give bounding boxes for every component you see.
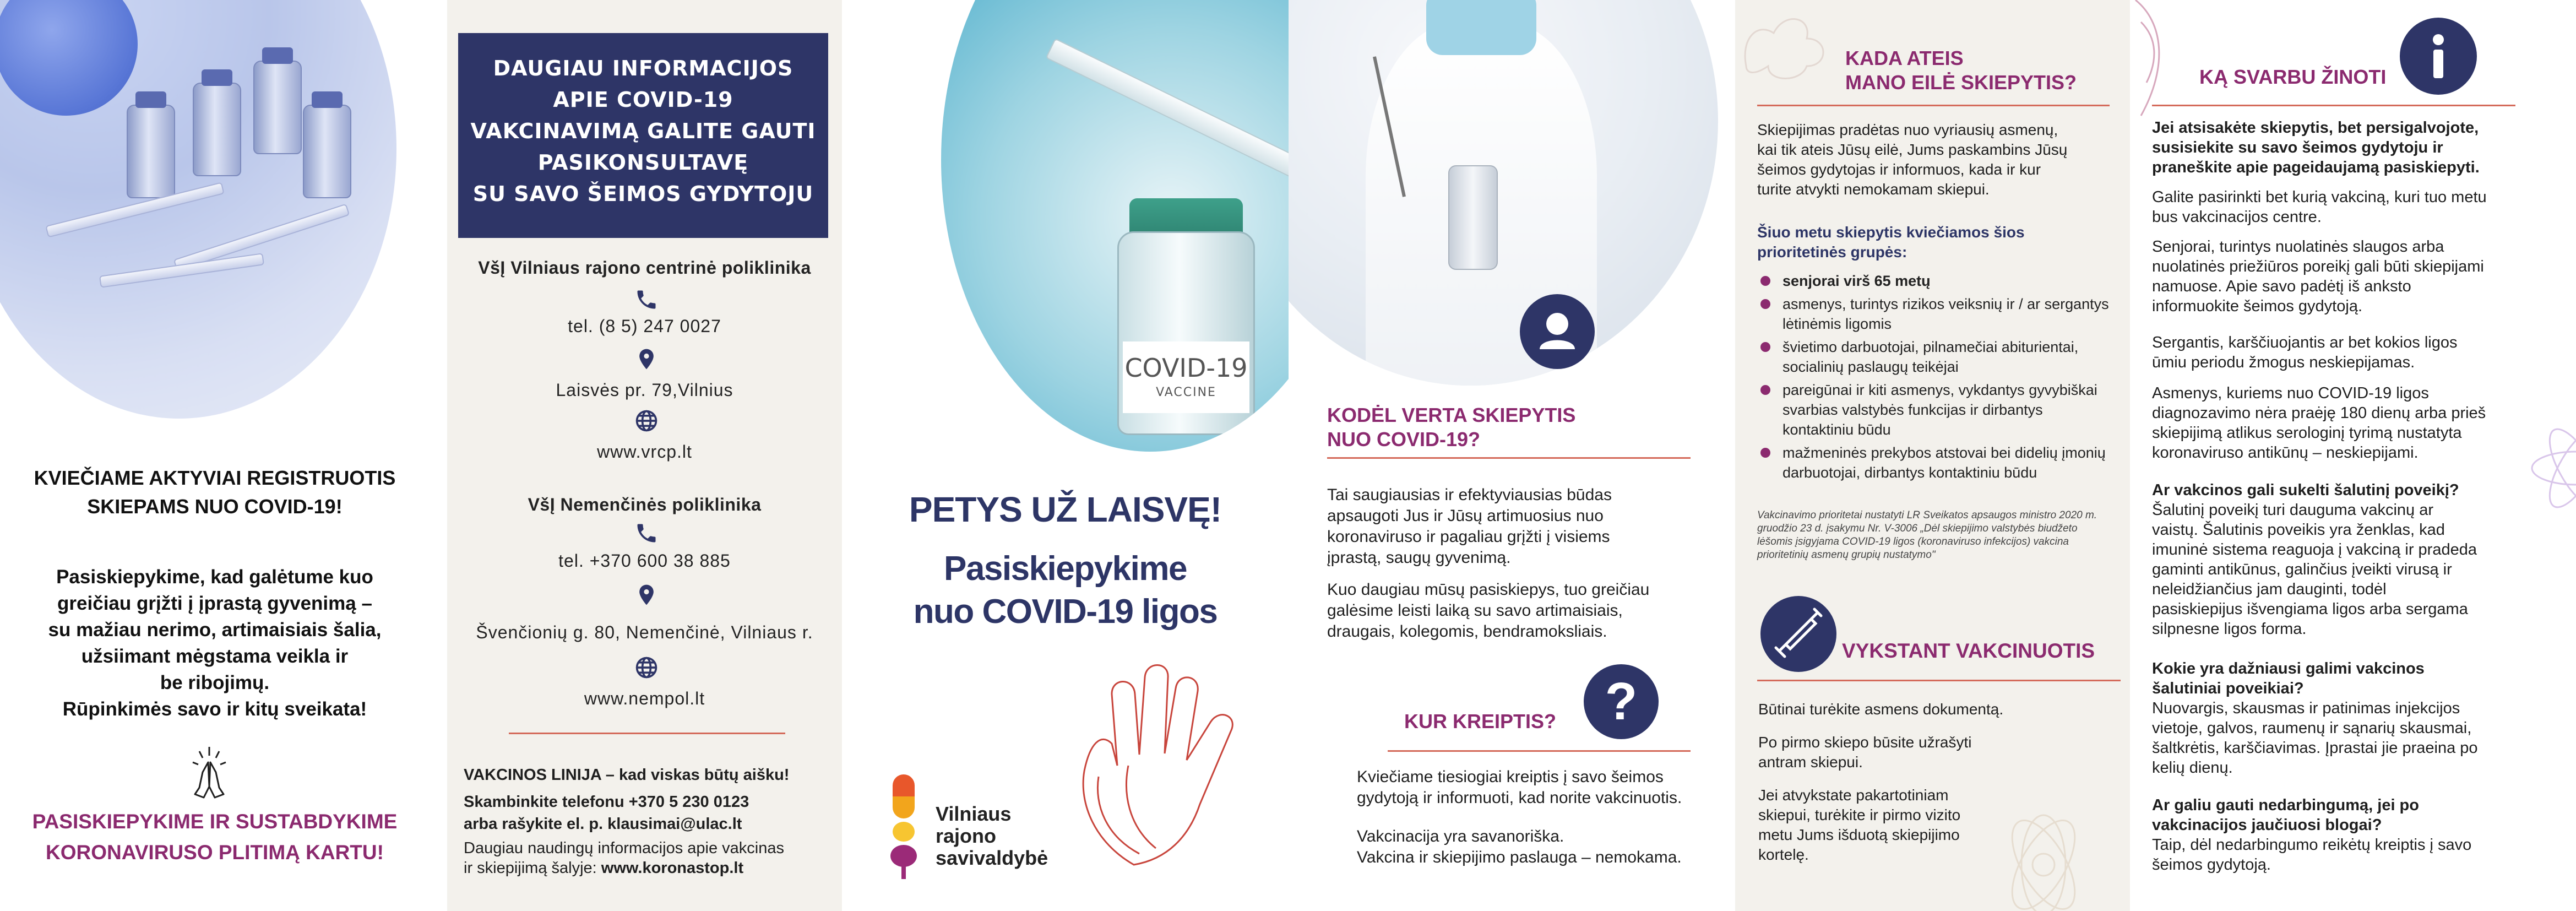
text-line: Jei atsisakėte skiepytis, bet persigalvojote, bbox=[2152, 119, 2479, 137]
body-line: greičiau grįžti į įprastą gyvenimą – bbox=[57, 593, 372, 614]
slogan bbox=[0, 806, 430, 868]
divider bbox=[1327, 457, 1691, 459]
decorative-flower-icon bbox=[1955, 727, 2130, 911]
clinic-1-phone[interactable]: tel. (8 5) 247 0027 bbox=[568, 316, 721, 336]
hotline-text bbox=[464, 791, 833, 835]
text-line: galėsime leisti laiką su savo artimaisiais, bbox=[1327, 601, 1623, 620]
text-line: vaistų. Šalutinis poveikis yra ženklas, kad bbox=[2152, 521, 2445, 539]
body-line: Pasiskiepykime, kad galėtume kuo bbox=[56, 566, 373, 588]
slogan-line: KORONAVIRUSO PLITIMĄ KARTU! bbox=[46, 841, 384, 864]
panel-why bbox=[1289, 0, 1735, 911]
text-line: gruodžio 23 d. įsakymu Nr. V-3006 „Dėl skiepijimo valstybės biudžeto bbox=[1757, 523, 2078, 534]
text-line: koronaviruso ir pagaliau grįžti į visiems bbox=[1327, 528, 1610, 546]
hotline-title: VAKCINOS LINIJA – kad viskas būtų aišku! bbox=[464, 766, 790, 784]
panel-cover bbox=[842, 0, 1289, 911]
info-line: PASIKONSULTAVĘ bbox=[537, 150, 749, 175]
info-line: SU SAVO ŠEIMOS GYDYTOJU bbox=[472, 182, 814, 206]
important-p5 bbox=[2152, 383, 2554, 463]
when-paragraph bbox=[1757, 120, 2121, 199]
text-line: kelių dienų. bbox=[2152, 759, 2233, 777]
text-line: kortelę. bbox=[1758, 846, 1809, 863]
text-line: šeimos gydytojas ir informuos, kada ir kur bbox=[1757, 161, 2041, 178]
panel-important bbox=[2130, 0, 2576, 911]
body-line: su mažiau nerimo, artimaisiais šalia, bbox=[48, 619, 382, 641]
hand-outline-icon bbox=[1051, 661, 1282, 870]
more-info-line: ir skiepijimą šalyje: bbox=[464, 859, 601, 877]
vial-4 bbox=[303, 105, 351, 198]
text-line: Sergantis, karščiuojantis ar bet kokios ligos bbox=[2152, 334, 2458, 351]
more-info bbox=[464, 838, 833, 878]
hotline-block bbox=[464, 762, 833, 878]
virus-illustration bbox=[0, 0, 138, 116]
text-line: susisiekite su savo šeimos gydytoju ir bbox=[2152, 139, 2443, 156]
text-line: kai tik ateis Jūsų eilė, Jums paskambins Jūsų bbox=[1757, 141, 2068, 158]
text-line: neleidžiančius jam dauginti, todėl bbox=[2152, 581, 2387, 598]
clinic-2-phone[interactable]: tel. +370 600 38 885 bbox=[558, 551, 731, 571]
faq-question: šalutiniai poveikiai? bbox=[2152, 680, 2304, 697]
text-line: prioritetinės grupės: bbox=[1757, 243, 1907, 261]
vial-3 bbox=[253, 61, 302, 154]
text-line: Vakcinavimo prioritetai nustatyti LR Sveikatos apsaugos ministro 2020 m. bbox=[1757, 509, 2097, 521]
text-line: ūmiu periodu žmogus neskiepijamas. bbox=[2152, 354, 2415, 371]
text-line: apsaugoti Jus ir Jūsų artimuosius nuo bbox=[1327, 507, 1604, 525]
panel-contacts bbox=[447, 0, 842, 911]
text-line: gydytoją ir informuoti, kad norite vakcinuotis. bbox=[1357, 789, 1682, 807]
text-line: vietoje, galvos, raumenų ir sąnarių skausmai, bbox=[2152, 719, 2472, 737]
invite-heading bbox=[0, 464, 430, 521]
text-line: diagnozavimo nėra praėję 180 dienų arba prieš bbox=[2152, 404, 2486, 422]
panel-invitation bbox=[0, 0, 447, 911]
important-p3 bbox=[2152, 237, 2554, 316]
user-icon bbox=[1520, 294, 1595, 369]
vial-label-main: COVID-19 bbox=[1124, 353, 1248, 383]
body-line: be ribojimų. bbox=[160, 672, 270, 693]
groups-title bbox=[1757, 223, 2121, 262]
text-line: skiepijimą atlikus serologinį tyrimą nustatyta bbox=[2152, 424, 2462, 442]
logo-line: rajono bbox=[936, 825, 997, 847]
text-line: silpnesne ligos forma. bbox=[2152, 620, 2307, 638]
text-line: Tai saugiausias ir efektyviausias būdas bbox=[1327, 486, 1612, 504]
text-line: Senjorai, turintys nuolatinės slaugos arba bbox=[2152, 238, 2444, 256]
subheadline bbox=[842, 547, 1289, 633]
more-info-line: Daugiau naudingų informacijos apie vakcinas bbox=[464, 839, 784, 857]
info-icon bbox=[2400, 18, 2477, 95]
list-item: mažmeninės prekybos atstovai bei didelių įmonių darbuotojai, dirbantys kontaktiniu būdu bbox=[1757, 443, 2115, 482]
text-line: Po pirmo skiepo būsite užrašyti bbox=[1758, 734, 1972, 751]
text-line: Galite pasirinkti bet kurią vakciną, kuri tuo metu bbox=[2152, 188, 2487, 206]
koronastop-link[interactable]: www.koronastop.lt bbox=[601, 859, 744, 877]
text-line: šaltkrėtis, karščiavimas. Įprastai jie praeina po bbox=[2152, 739, 2478, 757]
priority-groups-list bbox=[1757, 271, 2115, 486]
footnote bbox=[1757, 509, 2121, 562]
faq-common-effects bbox=[2152, 659, 2554, 778]
text-line: pasiskiepijus išvengiama ligos arba sergama bbox=[2152, 600, 2468, 618]
globe-icon bbox=[634, 409, 659, 433]
decorative-flower-icon bbox=[1735, 0, 1845, 88]
vaccination-p1: Būtinai turėkite asmens dokumentą. bbox=[1758, 701, 2004, 718]
syringe-icon bbox=[1760, 596, 1836, 672]
why-title bbox=[1327, 403, 1575, 452]
divider bbox=[509, 733, 785, 734]
location-pin-icon bbox=[634, 583, 659, 607]
body-line: Rūpinkimės savo ir kitų sveikata! bbox=[62, 698, 367, 720]
text-line: namuose. Apie savo padėtį iš anksto bbox=[2152, 278, 2411, 295]
text-line: metu Jums išduotą skiepijimo bbox=[1758, 826, 1960, 843]
clinic-2-address: Švenčionių g. 80, Nemenčinė, Vilniaus r. bbox=[476, 622, 813, 642]
clinic-1-address: Laisvės pr. 79,Vilnius bbox=[556, 380, 733, 400]
divider bbox=[1388, 750, 1691, 752]
list-item: pareigūnai ir kiti asmenys, vykdantys gyvybiškai svarbias valstybės funkcijas ir dirbantys kontaktiniu būdu bbox=[1757, 380, 2115, 440]
body-line: užsiimant mėgstama veikla ir bbox=[81, 646, 349, 667]
text-line: koronaviruso antikūnų – neskiepijami. bbox=[2152, 444, 2419, 462]
important-title: KĄ SVARBU ŽINOTI bbox=[2199, 66, 2387, 88]
divider bbox=[1757, 105, 2110, 106]
hotline-line: Skambinkite telefonu +370 5 230 0123 bbox=[464, 793, 749, 811]
logo-line: savivaldybė bbox=[936, 847, 1048, 869]
logo-line: Vilniaus bbox=[936, 802, 1012, 825]
vial-label-sub: VACCINE bbox=[1156, 386, 1216, 399]
text-line: praneškite apie pageidaujamą pasiskiepyti. bbox=[2152, 159, 2480, 176]
text-line: Kuo daugiau mūsų pasiskiepys, tuo greičiau bbox=[1327, 581, 1650, 599]
text-line: nuolatinės priežiūros poreikį gali būti skiepijami bbox=[2152, 258, 2484, 275]
info-line: APIE COVID-19 bbox=[553, 88, 733, 112]
text-line: Nuovargis, skausmas ir patinimas injekcijos bbox=[2152, 699, 2460, 717]
when-title-line: MANO EILĖ SKIEPYTIS? bbox=[1845, 71, 2077, 94]
vaccination-title: VYKSTANT VAKCINUOTIS bbox=[1842, 639, 2095, 662]
hotline-line: arba rašykite el. p. klausimai@ulac.lt bbox=[464, 815, 742, 833]
text-line: prioritetinių asmenų grupių nustatymo" bbox=[1757, 549, 1936, 561]
text-line: draugais, kolegomis, bendramoksliais. bbox=[1327, 622, 1607, 641]
praying-hands-icon bbox=[187, 744, 231, 801]
why-paragraph-1 bbox=[1327, 485, 1713, 568]
important-p2 bbox=[2152, 187, 2554, 227]
list-item: senjorai virš 65 metų bbox=[1757, 271, 2115, 291]
faq-question: vakcinacijos jaučiuosi blogai? bbox=[2152, 816, 2382, 834]
where-paragraph-1 bbox=[1357, 767, 1720, 809]
decorative-flower-icon bbox=[2515, 397, 2576, 540]
text-line: informuokite šeimos gydytoją. bbox=[2152, 297, 2362, 315]
info-line: DAUGIAU INFORMACIJOS bbox=[493, 56, 794, 80]
info-box bbox=[458, 33, 828, 238]
vial-2 bbox=[193, 83, 241, 176]
municipality-logo-text bbox=[936, 803, 1048, 869]
divider bbox=[1757, 680, 2121, 681]
municipality-logo-icon bbox=[887, 774, 920, 879]
faq-sick-leave bbox=[2152, 795, 2554, 875]
text-line: Vakcinacija yra savanoriška. bbox=[1357, 827, 1564, 845]
text-line: turite atvykti nemokamam skiepui. bbox=[1757, 181, 1990, 198]
syringe bbox=[1046, 38, 1289, 193]
divider bbox=[2152, 105, 2515, 106]
location-pin-icon bbox=[634, 347, 659, 371]
text-line: įprastą, saugų gyvenimą. bbox=[1327, 549, 1511, 567]
why-paragraph-2 bbox=[1327, 579, 1713, 642]
invite-body bbox=[0, 564, 430, 723]
decorative-leaf-icon bbox=[2130, 0, 2180, 121]
faq-side-effects bbox=[2152, 480, 2554, 639]
faq-question: Ar galiu gauti nedarbingumą, jei po bbox=[2152, 796, 2419, 814]
text-line: lėšomis įsigyjama COVID-19 ligos (koronaviruso infekcijos) vakcina bbox=[1757, 536, 2069, 547]
text-line: Kviečiame tiesiogiai kreiptis į savo šeimos bbox=[1357, 768, 1664, 786]
important-p1 bbox=[2152, 118, 2554, 177]
text-line: Šiuo metu skiepytis kviečiamos šios bbox=[1757, 224, 2025, 241]
vial-1 bbox=[127, 105, 175, 198]
covid-vaccine-photo bbox=[941, 0, 1289, 452]
when-title bbox=[1845, 46, 2077, 95]
info-line: VAKCINAVIMĄ GALITE GAUTI bbox=[470, 119, 816, 143]
faq-question: Kokie yra dažniausi galimi vakcinos bbox=[2152, 660, 2425, 677]
text-line: Vakcina ir skiepijimo paslauga – nemokama. bbox=[1357, 848, 1682, 866]
when-title-line: KADA ATEIS bbox=[1845, 47, 1964, 69]
text-line: Šalutinį poveikį turi dauguma vakcinų ar bbox=[2152, 501, 2433, 519]
important-p4 bbox=[2152, 333, 2554, 372]
faq-question: Ar vakcinos gali sukelti šalutinį poveikį? bbox=[2152, 481, 2459, 499]
text-line: Taip, dėl nedarbingumo reikėtų kreiptis į savo bbox=[2152, 836, 2472, 854]
text-line: imuninė sistema reaguoja į vakciną ir pradeda bbox=[2152, 541, 2477, 558]
text-line: bus vakcinacijos centre. bbox=[2152, 208, 2322, 226]
phone-icon bbox=[634, 288, 659, 312]
clinic-2-name: VšĮ Nemenčinės poliklinika bbox=[528, 495, 762, 514]
why-title-line: NUO COVID-19? bbox=[1327, 428, 1481, 451]
headline: PETYS UŽ LAISVĘ! bbox=[909, 490, 1222, 529]
list-item: švietimo darbuotojai, pilnamečiai abiturientai, socialinių paslaugų teikėjai bbox=[1757, 337, 2115, 377]
text-line: Jei atvykstate pakartotiniam bbox=[1758, 787, 1949, 804]
text-line: skiepui, turėkite ir pirmo vizito bbox=[1758, 806, 1961, 823]
invite-line: KVIEČIAME AKTYVIAI REGISTRUOTIS bbox=[34, 467, 396, 489]
text-line: Skiepijimas pradėtas nuo vyriausių asmenų, bbox=[1757, 121, 2058, 138]
clinic-1-name: VšĮ Vilniaus rajono centrinė poliklinika bbox=[478, 258, 811, 278]
vaccine-vials-photo bbox=[0, 0, 396, 419]
slogan-line: PASISKIEPYKIME IR SUSTABDYKIME bbox=[32, 810, 398, 833]
where-paragraph-2 bbox=[1357, 826, 1720, 868]
text-line: antram skiepui. bbox=[1758, 753, 1863, 771]
vial-label bbox=[1123, 341, 1249, 413]
text-line: šeimos gydytoją. bbox=[2152, 856, 2271, 874]
doctor-photo bbox=[1289, 0, 1718, 386]
list-item: asmenys, turintys rizikos veiksnių ir / ar sergantys lėtinėmis ligomis bbox=[1757, 294, 2115, 334]
question-icon: ? bbox=[1584, 664, 1659, 739]
panel-when bbox=[1735, 0, 2130, 911]
subheadline-line: nuo COVID-19 ligos bbox=[913, 593, 1218, 631]
globe-icon bbox=[634, 655, 659, 680]
text-line: Asmenys, kuriems nuo COVID-19 ligos bbox=[2152, 384, 2429, 402]
clinic-2-web[interactable]: www.nempol.lt bbox=[584, 688, 705, 708]
why-title-line: KODĖL VERTA SKIEPYTIS bbox=[1327, 404, 1576, 426]
subheadline-line: Pasiskiepykime bbox=[944, 550, 1187, 588]
text-line: gaminti antikūnus, galinčius įveikti virusą ir bbox=[2152, 561, 2452, 578]
clinic-1-web[interactable]: www.vrcp.lt bbox=[597, 442, 692, 462]
invite-line: SKIEPAMS NUO COVID-19! bbox=[87, 495, 343, 518]
where-title: KUR KREIPTIS? bbox=[1404, 710, 1557, 733]
phone-icon bbox=[634, 521, 659, 545]
